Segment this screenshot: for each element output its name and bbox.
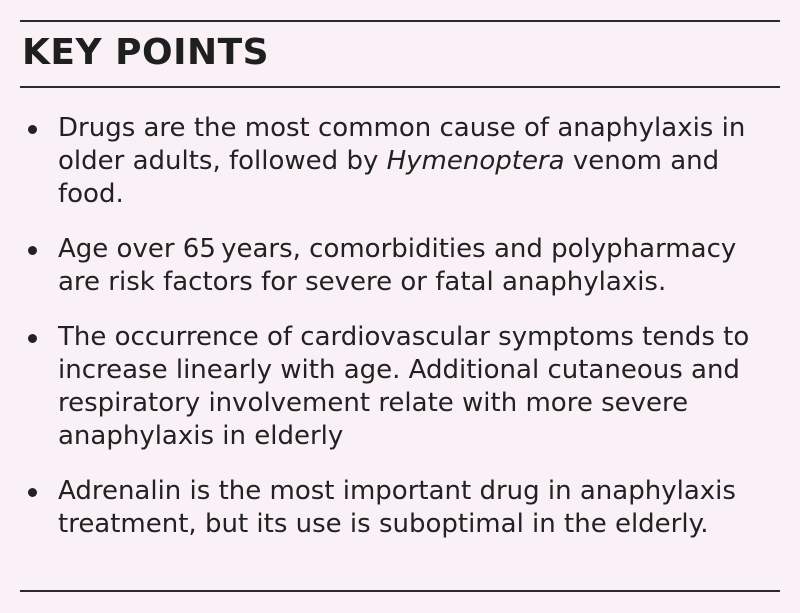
list-item [24, 112, 764, 211]
list-item [24, 233, 764, 299]
top-rule [20, 20, 780, 22]
point-text-italic: Hymenoptera [386, 146, 565, 176]
point-text: Age over 65 years, comorbidities and polypharmacy are risk factors for severe or fatal anaphylaxis. [58, 234, 737, 297]
key-points-list [24, 112, 764, 563]
bullet-icon [28, 125, 37, 134]
list-item [24, 475, 764, 541]
bullet-icon [28, 334, 37, 343]
bullet-icon [28, 488, 37, 497]
point-text-start: Drugs are the most common cause of anaphylaxis in older adults, followed by [58, 113, 746, 176]
bottom-rule [20, 590, 780, 592]
title-rule [20, 86, 780, 88]
section-title: KEY POINTS [22, 32, 270, 73]
point-text: The occurrence of cardiovascular symptoms tends to increase linearly with age. Additional cutaneous and respiratory involvement relate with more severe anaphylaxis in elderly [58, 322, 750, 451]
list-item [24, 321, 764, 453]
bullet-icon [28, 246, 37, 255]
point-text-end: venom and food. [58, 146, 720, 209]
point-text: Adrenalin is the most important drug in anaphylaxis treatment, but its use is suboptimal in the elderly. [58, 476, 736, 539]
